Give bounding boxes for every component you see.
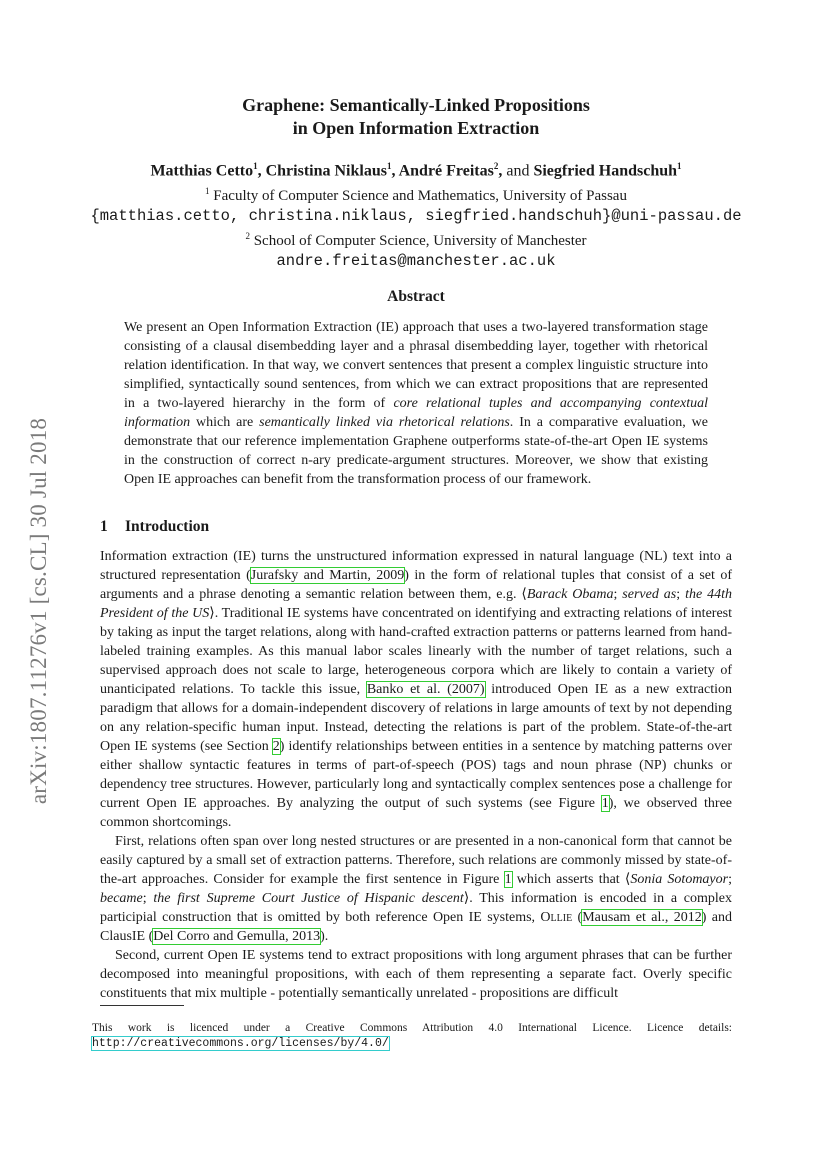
introduction-body (100, 547, 732, 1003)
title-line-2: in Open Information Extraction (292, 118, 540, 138)
section-heading-introduction: 1 Introduction (100, 518, 210, 535)
license-footnote: This work is licenced under a Creative Commons Attribution 4.0 International Licence. Licence details: http://creativecommons.org/licenses/by/4.0/ (92, 1022, 732, 1050)
author-2: Christina Niklaus (265, 162, 387, 180)
citation-banko[interactable]: Banko et al. (2007) (366, 682, 485, 697)
citation-delcorro[interactable]: Del Corro and Gemulla, 2013 (153, 929, 321, 944)
ref-figure-1[interactable]: 1 (601, 796, 609, 811)
author-3: André Freitas (398, 162, 494, 180)
affiliation-1: $^1$ Faculty of Computer Science and Mathematics, University of Passau (205, 186, 627, 205)
author-and: and (506, 162, 530, 180)
emails-passau: {matthias.cetto, christina.niklaus, siegfried.handschuh}@uni-passau.de (90, 207, 742, 226)
paragraph-2: First, relations often span over long nested structures or are presented in a non-canonical form that cannot be easily captured by a small set of extraction patterns. Therefore, such relations are commonly missed by state-of-the-art approaches. Consider for example the first sentence in Figure 1 which asserts that ⟨Sonia Sotomayor; became; the first Supreme Court Justice of Hispanic descent⟩. This information is encoded in a complex participial construction that is omitted by both reference Open IE systems, Ollie (Mausam et al., 2012) and ClausIE (Del Corro and Gemulla, 2013). (100, 834, 732, 944)
title-line-1: Graphene: Semantically-Linked Propositions (242, 95, 590, 115)
ref-section-2[interactable]: 2 (272, 739, 280, 754)
paragraph-3: Second, current Open IE systems tend to extract propositions with long argument phrases that can be further decomposed into meaningful propositions, with each of them representing a separate fact. Overly specific constituents that mix multiple - potentially semantically unrelated - propositions are difficult (100, 948, 732, 1001)
email-manchester: andre.freitas@manchester.ac.uk (276, 252, 556, 271)
abstract-heading: Abstract (387, 288, 445, 305)
ref-figure-1-second[interactable]: 1 (504, 872, 512, 887)
license-url-link[interactable]: http://creativecommons.org/licenses/by/4.0/ (92, 1037, 389, 1050)
citation-mausam[interactable]: Mausam et al., 2012 (582, 910, 702, 925)
paper-title (100, 94, 732, 140)
abstract-text: We present an Open Information Extraction (IE) approach that uses a two-layered transformation stage consisting of a clausal disembedding layer and a phrasal disembedding layer, together with rhetorical relation identification. In that way, we convert sentences that present a complex linguistic structure into simplified, syntactically sound sentences, from which we can extract propositions that are represented in a two-layered hierarchy in the form of core relational tuples and accompanying contextual information which are semantically linked via rhetorical relations. In a comparative evaluation, we demonstrate that our reference implementation Graphene outperforms state-of-the-art Open IE systems in the construction of correct n-ary predicate-argument structures. Moreover, we show that existing Open IE approaches can benefit from the transformation process of our framework. (124, 320, 709, 487)
system-name-ollie: Ollie (540, 910, 573, 925)
paragraph-1: Information extraction (IE) turns the unstructured information expressed in natural language (NL) text into a structured representation (Jurafsky and Martin, 2009) in the form of relational tuples that consist of a set of arguments and a phrase denoting a semantic relation between them, e.g. ⟨Barack Obama; served as; the 44th President of the US⟩. Traditional IE systems have concentrated on identifying and extracting relations of interest by taking as input the target relations, along with hand-crafted extraction patterns or patterns learned from hand-labeled training examples. As this manual labor scales linearly with the number of target relations, such a supervised approach does not scale to large, heterogeneous corpora which are likely to contain a variety of unanticipated relations. To tackle this issue, Banko et al. (2007) introduced Open IE as a new extraction paradigm that allows for a domain-independent discovery of relations in large amounts of text by not depending on any relation-specific human input. Instead, detecting the relations is part of the problem. State-of-the-art Open IE systems (see Section 2) identify relationships between entities in a sentence by matching patterns over either shallow syntactic features in terms of part-of-speech (POS) tags and noun phrase (NP) chunks or dependency tree structures. However, particularly long and syntactically complex sentences pose a challenge for current Open IE approaches. By analyzing the output of such systems (see Figure 1), we observed three common shortcomings. (100, 549, 732, 830)
author-names: Matthias Cetto$^1$, Christina Niklaus$^1$, André Freitas$^2$, and Siegfried Handschuh$^1$ (150, 161, 682, 180)
author-1: Matthias Cetto (150, 162, 254, 180)
arxiv-identifier: arXiv:1807.11276v1 [cs.CL] 30 Jul 2018 (26, 417, 51, 805)
footnote-divider (100, 1005, 184, 1006)
citation-jurafsky[interactable]: Jurafsky and Martin, 2009 (250, 568, 405, 583)
author-4: Siegfried Handschuh (533, 162, 678, 180)
arxiv-sidebar (22, 372, 56, 850)
author-block (60, 156, 772, 271)
affiliation-2: $^2$ School of Computer Science, University of Manchester (245, 231, 587, 250)
